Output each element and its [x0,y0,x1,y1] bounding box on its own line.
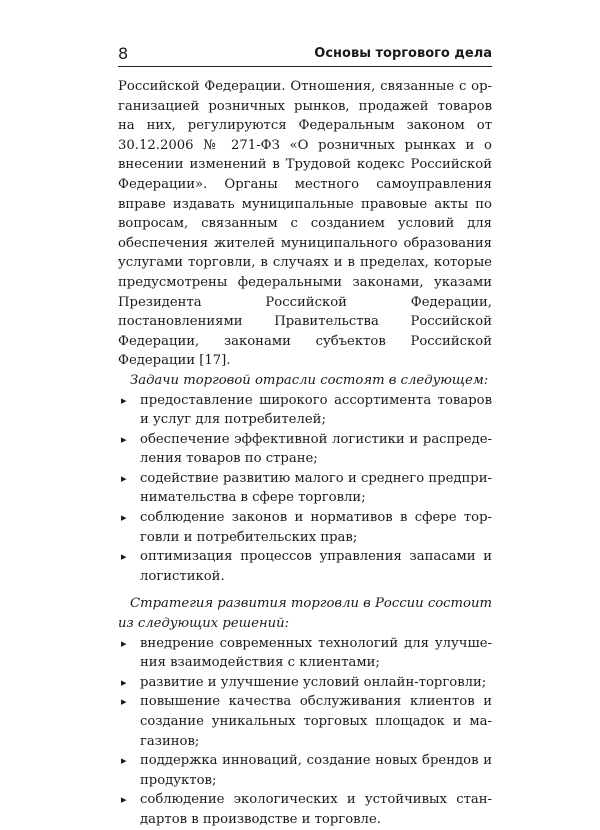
list-item: ▸ предоставление широкого ассортимента товаров и услуг для потребителей; [121,392,492,428]
list-item: ▸ развитие и улучшение условий онлайн-торговли; [118,673,492,693]
tasks-intro: Задачи торговой отрасли состоят в следующем: [130,372,489,388]
page-body [118,77,492,830]
tasks-list [118,391,492,587]
bullet-icon: ▸ [121,471,127,485]
bullet-icon: ▸ [121,393,127,407]
bullet-icon: ▸ [121,511,127,525]
running-title: Основы торгового дела [314,46,492,61]
bullet-icon: ▸ [121,675,127,689]
list-item: ▸ обеспечение эффективной логистики и распределения товаров по стране; [121,431,492,467]
book-page [118,44,492,830]
list-item: ▸ содействие развитию малого и среднего предпринимательства в сфере торговли; [121,470,492,506]
list-item: ▸ поддержка инноваций, создание новых брендов и продуктов; [121,753,492,788]
bullet-icon: ▸ [121,754,127,768]
strategy-list [118,634,492,830]
list-item: ▸ соблюдение законов и нормативов в сфере торговли и потребительских прав; [121,510,492,545]
page-header [118,44,492,67]
bullet-icon: ▸ [121,695,127,709]
list-item: ▸ внедрение современных технологий для улучшения взаимодействия с клиентами; [121,635,492,671]
bullet-icon: ▸ [121,550,127,564]
page-number: 8 [118,44,129,63]
list-item: ▸ оптимизация процессов управления запасами и логистикой. [121,549,492,584]
bullet-icon: ▸ [121,793,127,807]
bullet-icon: ▸ [121,636,127,650]
list-item: ▸ повышение качества обслуживания клиентов и создание уникальных торговых площадок и магазинов; [121,694,492,749]
list-item: ▸ соблюдение экологических и устойчивых стандартов в производстве и торговле. [121,792,492,827]
bullet-icon: ▸ [121,432,127,446]
body-paragraph: Российской Федерации. Отношения, связанные с организацией розничных рынков, продажей товаров на них, регулируются Федеральным законом от 30.12.2006 № 271-ФЗ «О розничных рынках и о внесении изменений в Трудовой кодекс Российской Федерации». Органы местного самоуправления вправе издавать муниципальные правовые акты по вопросам, связанным с созданием условий для обеспечения жителей муниципального образования услугами торговли, в случаях и в пределах, которые предусмотрены федеральными законами, указами Президента Российской Федерации, постановлениями Правительства Российской Федерации, законами субъектов Российской Федерации [17]. [118,79,492,369]
strategy-intro: Стратегия развития торговли в России состоит из следующих решений: [118,596,492,632]
